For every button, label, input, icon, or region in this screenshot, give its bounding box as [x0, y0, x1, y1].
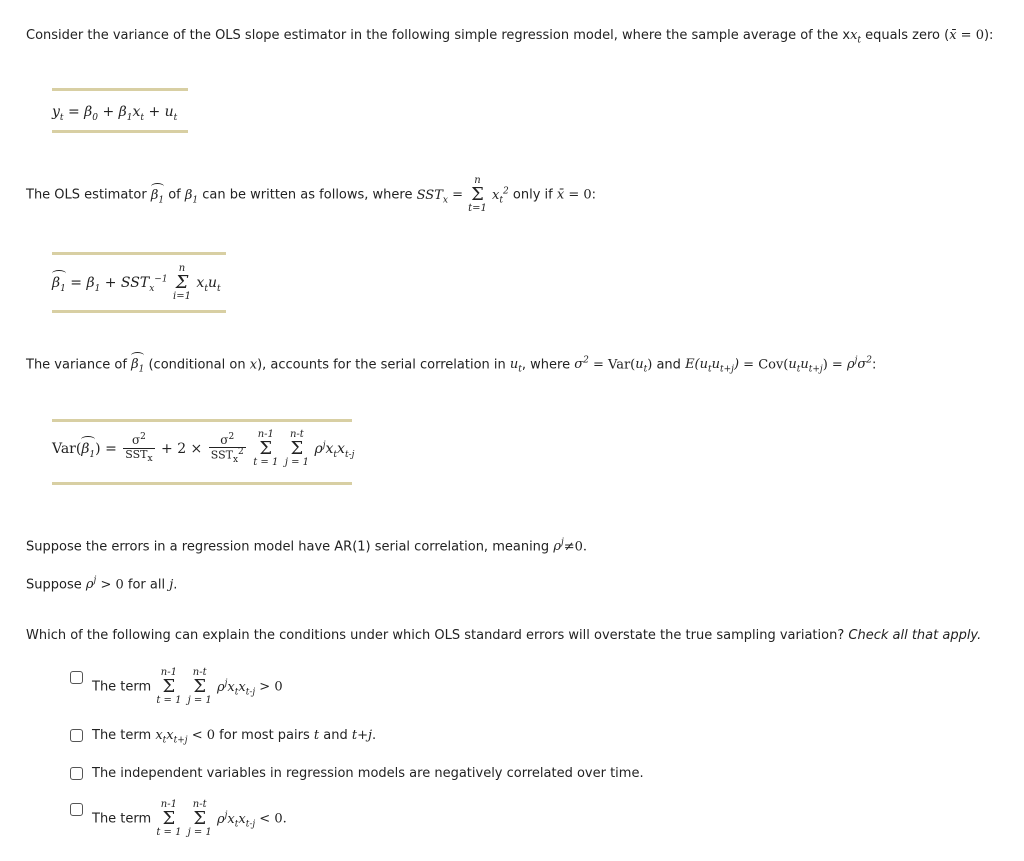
option-4[interactable]: The term n-1 Σ t = 1 n-t Σ j = 1 $\rho^jx_tx_{t-j} < 0$. — [92, 799, 287, 838]
equation-rule-bottom — [52, 130, 188, 133]
estimator-rule-bottom — [52, 310, 226, 313]
intro-text: Consider the variance of the OLS slope estimator in the following simple regression model, where the sample average of the $xx_t$ equals zero (x̄ = 0): — [26, 28, 994, 46]
option-2-checkbox[interactable] — [70, 729, 83, 742]
variance-text: The variance of $\beta_1$ (conditional on x), accounts for the serial correlation in $u_t$, where $\sigma^2 = Var(u_t)$ and $E(u_tu_{t+j}) = Cov(u_tu_{t+j}) = \rho^j\sigma^2$: — [26, 356, 877, 375]
variance-rule-top — [52, 419, 352, 422]
option-1-checkbox[interactable] — [70, 671, 83, 684]
variance-rule-bottom — [52, 482, 352, 485]
ar1-text: Suppose the errors in a regression model have AR(1) serial correlation, meaning $\rho^j\ne 0$. — [26, 538, 588, 555]
variance-equation: $Var(\beta_1)$ = $\frac{\sigma^2}{SST_x}$ + 2 × $\frac{\sigma^2}{SST_x^2}$ n-1 Σ t = 1 n-t Σ j = 1 $\rho^jx_tx_{t-j}$ — [52, 429, 355, 468]
option-3[interactable]: The independent variables in regression models are negatively correlated over time. — [92, 766, 644, 781]
estimator-rule-top — [52, 252, 226, 255]
option-4-checkbox[interactable] — [70, 803, 83, 816]
question-text: Which of the following can explain the conditions under which OLS standard errors will overstate the true sampling variation? Check all that apply. — [26, 628, 982, 643]
option-1[interactable]: The term n-1 Σ t = 1 n-t Σ j = 1 $\rho^jx_tx_{t-j} > 0$ — [92, 667, 283, 706]
option-2[interactable]: The term $x_tx_{t+j} < 0$ for most pairs t and t+j. — [92, 728, 377, 746]
estimator-equation: $\beta_1 = \beta_1 + SST_x^{-1}$ n Σ i=1 $x_tu_t$ — [52, 263, 221, 302]
option-3-checkbox[interactable] — [70, 767, 83, 780]
estimator-text: The OLS estimator $\beta_1$ of $\beta_1$ can be written as follows, where $SST_x$ = n Σ t=1 $x_t^2$ only if x̄ = 0: — [26, 175, 597, 214]
rho-positive-text: Suppose $\rho^j > 0$ for all j. — [26, 576, 178, 593]
regression-equation: $y_t = \beta_0 + \beta_1x_t + u_t$ — [52, 104, 178, 123]
equation-rule-top — [52, 88, 188, 91]
